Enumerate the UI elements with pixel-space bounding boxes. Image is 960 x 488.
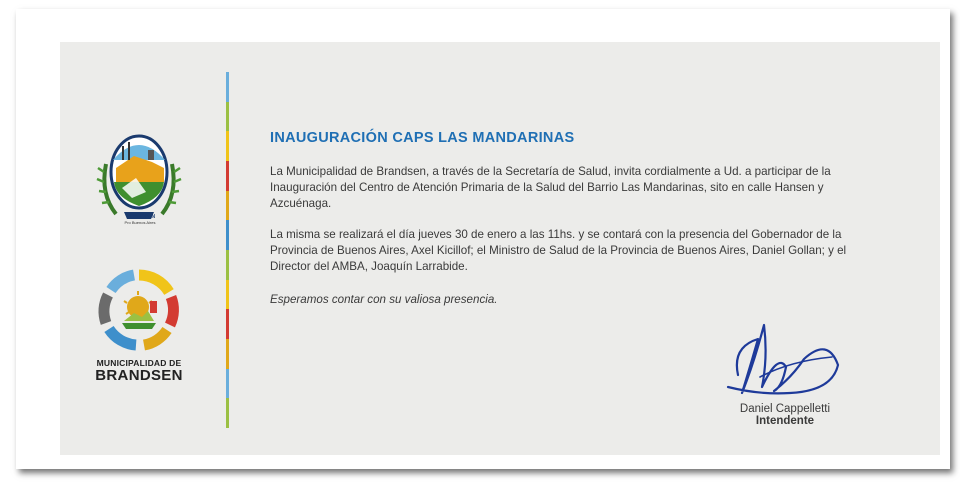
brandsen-coat-of-arms-icon — [94, 124, 184, 228]
municipality-name-line2: BRANDSEN — [95, 367, 183, 384]
color-divider — [226, 72, 229, 428]
coat-of-arms-caption: BRANDSEN — [126, 214, 156, 220]
invitation-title: INAUGURACIÓN CAPS LAS MANDARINAS — [270, 130, 575, 146]
signatory-name: Daniel Cappelletti — [739, 403, 831, 415]
invitation-card — [60, 42, 940, 455]
handwritten-signature — [720, 317, 850, 407]
signatory-role: Intendente — [755, 415, 815, 427]
invitation-closing: Esperamos contar con su valiosa presencia. — [270, 293, 498, 306]
municipality-ring-logo-icon — [96, 267, 182, 353]
invitation-frame — [16, 9, 950, 469]
coat-of-arms-motto: Pro Buenos Aires — [124, 220, 156, 225]
invitation-paragraph-1: La Municipalidad de Brandsen, a través de la Secretaría de Salud, invita cordialmente a Ud. a participar de la Inauguración del Centro de Atención Primaria de la Salud del Barrio Las Mandarinas, sito en calle Hansen y Azcuénaga. — [270, 165, 831, 210]
invitation-paragraph-2: La misma se realizará el día jueves 30 de enero a las 11hs. y se contará con la presencia del Gobernador de la Provincia de Buenos Aires, Axel Kicillof; el Ministro de Salud de la Provincia de Buenos Aires, Daniel Gollan; y el Director del AMBA, Joaquín Larrabide. — [270, 228, 847, 273]
municipality-name-line1: MUNICIPALIDAD DE — [96, 358, 182, 368]
